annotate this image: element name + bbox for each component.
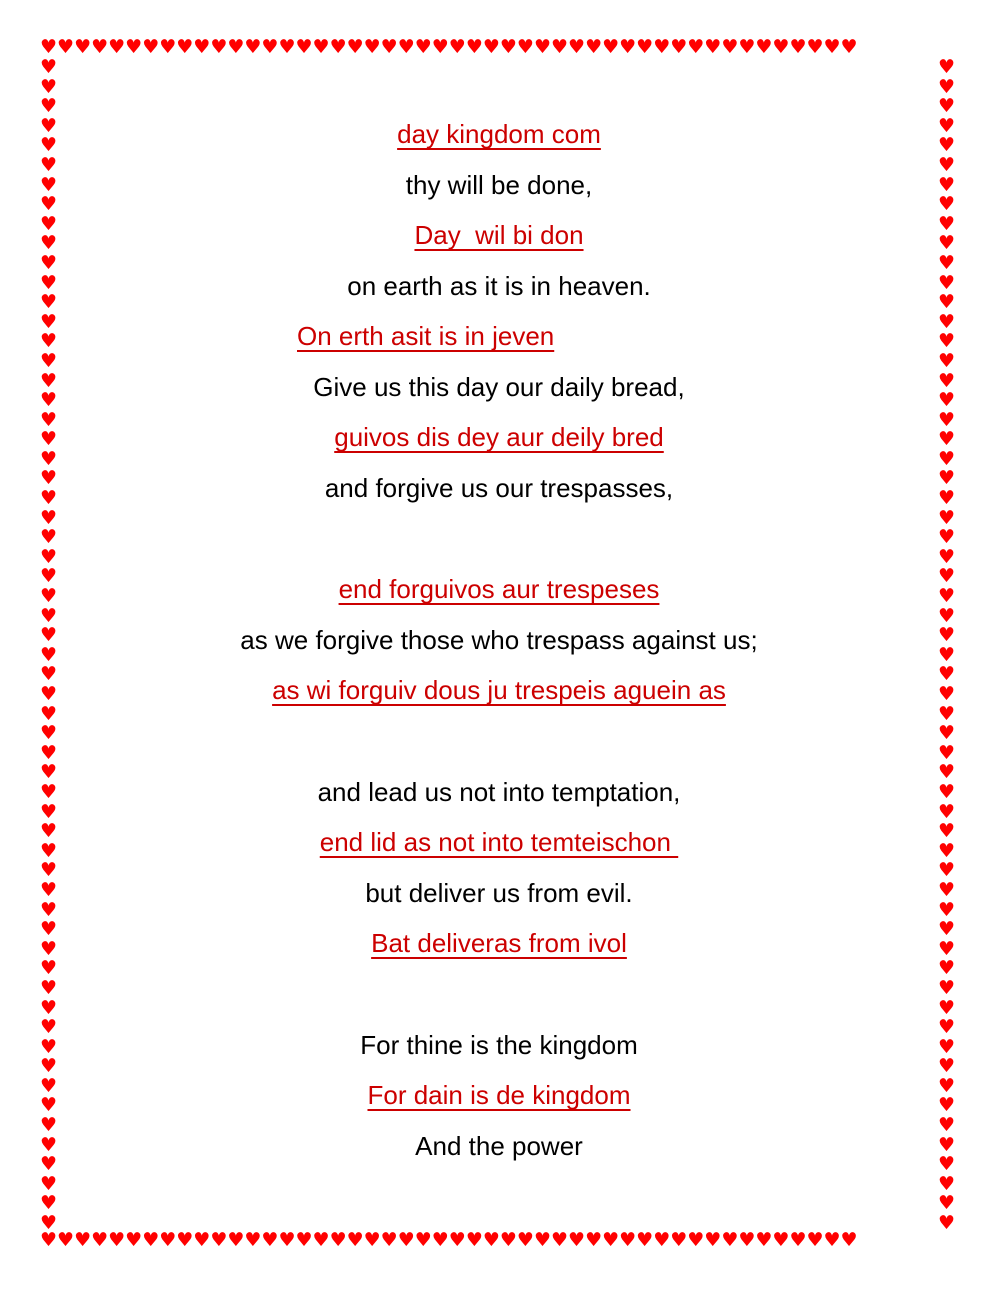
english-line: on earth as it is in heaven. xyxy=(347,271,651,301)
phonetic-line: day kingdom com xyxy=(397,119,601,149)
heart-border-left: ♥ ♥ ♥ ♥ ♥ ♥ ♥ ♥ ♥ ♥ ♥ ♥ ♥ ♥ ♥ ♥ ♥ ♥ ♥ ♥ ♥ ♥ ♥ ♥ ♥ ♥ ♥ ♥ ♥ ♥ ♥ ♥ ♥ ♥ ♥ ♥ ♥ ♥ ♥ ♥ ♥ ♥ ♥ ♥ ♥ ♥ ♥ ♥ ♥ ♥ ♥ ♥ ♥ ♥ ♥ ♥ ♥ ♥ ♥ ♥ xyxy=(40,58,58,1233)
phonetic-line: Bat deliveras from ivol xyxy=(371,928,627,958)
phonetic-line: end forguivos aur trespeses xyxy=(338,574,660,604)
english-line: and forgive us our trespasses, xyxy=(324,473,674,503)
phonetic-line: as wi forguiv dous ju trespeis aguein as xyxy=(272,675,726,705)
english-line: but deliver us from evil. xyxy=(365,878,633,908)
english-line: and lead us not into temptation, xyxy=(317,777,681,807)
phonetic-line: For dain is de kingdom xyxy=(367,1080,631,1110)
english-line: And the power xyxy=(415,1131,583,1161)
english-line: thy will be done, xyxy=(405,170,593,200)
heart-border-top: ♥♥♥♥♥♥♥♥♥♥♥♥♥♥♥♥♥♥♥♥♥♥♥♥♥♥♥♥♥♥♥♥♥♥♥♥♥♥♥♥♥♥♥♥♥♥♥♥ xyxy=(40,38,858,58)
phonetic-line: guivos dis dey aur deily bred xyxy=(334,422,664,452)
heart-border-right: ♥ ♥ ♥ ♥ ♥ ♥ ♥ ♥ ♥ ♥ ♥ ♥ ♥ ♥ ♥ ♥ ♥ ♥ ♥ ♥ ♥ ♥ ♥ ♥ ♥ ♥ ♥ ♥ ♥ ♥ ♥ ♥ ♥ ♥ ♥ ♥ ♥ ♥ ♥ ♥ ♥ ♥ ♥ ♥ ♥ ♥ ♥ ♥ ♥ ♥ ♥ ♥ ♥ ♥ ♥ ♥ ♥ ♥ ♥ ♥ xyxy=(938,58,956,1233)
phonetic-line: On erth asit is in jeven xyxy=(297,321,555,351)
english-line: as we forgive those who trespass against us; xyxy=(240,625,758,655)
heart-border-bottom: ♥♥♥♥♥♥♥♥♥♥♥♥♥♥♥♥♥♥♥♥♥♥♥♥♥♥♥♥♥♥♥♥♥♥♥♥♥♥♥♥♥♥♥♥♥♥♥♥ xyxy=(40,1231,858,1251)
phonetic-line: end lid as not into temteischon xyxy=(319,827,679,857)
english-line: Give us this day our daily bread, xyxy=(313,372,685,402)
phonetic-line: Day wil bi don xyxy=(414,220,584,250)
english-line: For thine is the kingdom xyxy=(360,1030,638,1060)
